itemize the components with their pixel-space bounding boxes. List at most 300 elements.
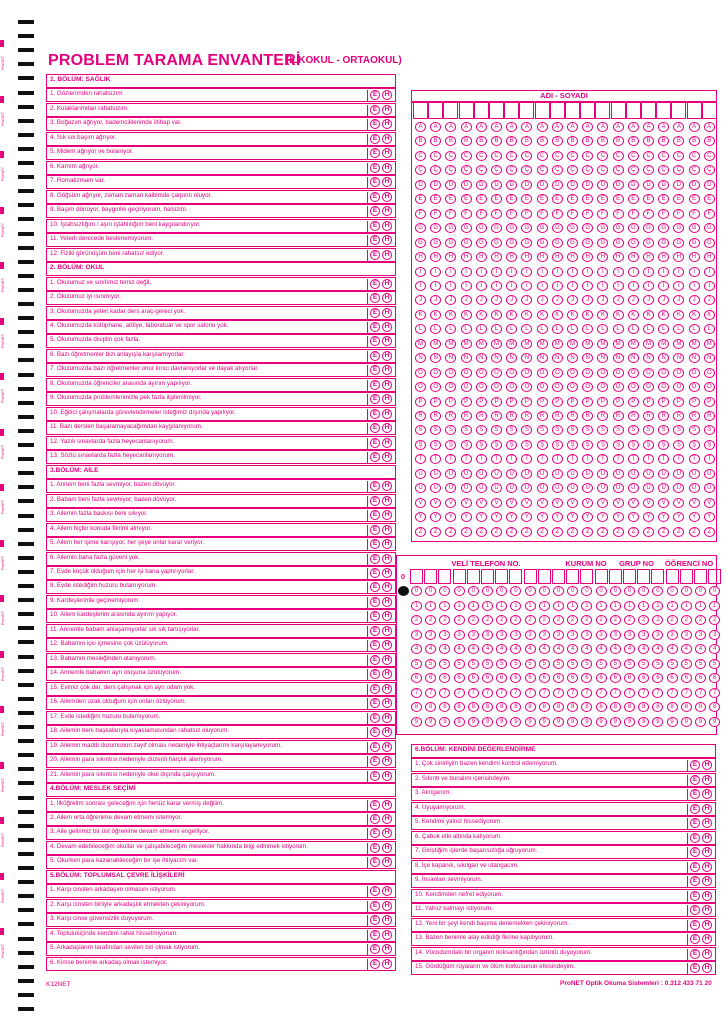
- name-bubble[interactable]: Ö: [597, 382, 608, 392]
- name-bubble[interactable]: J: [521, 295, 532, 305]
- answer-bubble-e[interactable]: E: [370, 438, 380, 448]
- name-bubble[interactable]: Ğ: [537, 238, 548, 248]
- name-bubble[interactable]: N: [461, 353, 472, 363]
- name-bubble[interactable]: L: [430, 324, 441, 334]
- number-bubble[interactable]: 8: [411, 702, 422, 712]
- number-bubble[interactable]: 8: [510, 702, 521, 712]
- number-bubble[interactable]: 5: [411, 659, 422, 669]
- name-bubble[interactable]: E: [613, 194, 624, 204]
- answer-bubble-h[interactable]: H: [382, 669, 392, 679]
- number-bubble[interactable]: 6: [553, 673, 564, 683]
- name-bubble[interactable]: L: [521, 324, 532, 334]
- number-bubble[interactable]: 3: [624, 630, 635, 640]
- name-bubble[interactable]: M: [613, 339, 624, 349]
- number-bubble[interactable]: 3: [581, 630, 592, 640]
- number-bubble[interactable]: 1: [525, 601, 536, 611]
- name-bubble[interactable]: G: [552, 223, 563, 233]
- name-bubble[interactable]: N: [673, 353, 684, 363]
- number-bubble[interactable]: 1: [468, 601, 479, 611]
- name-bubble[interactable]: J: [476, 295, 487, 305]
- name-bubble[interactable]: P: [643, 397, 654, 407]
- number-write-box[interactable]: [623, 569, 636, 584]
- name-bubble[interactable]: C: [552, 151, 563, 161]
- name-bubble[interactable]: B: [704, 136, 715, 146]
- name-bubble[interactable]: Y: [491, 512, 502, 522]
- number-bubble[interactable]: 3: [525, 630, 536, 640]
- answer-bubble-e[interactable]: E: [370, 279, 380, 289]
- answer-bubble-e[interactable]: E: [370, 163, 380, 173]
- name-bubble[interactable]: M: [582, 339, 593, 349]
- number-bubble[interactable]: 7: [454, 688, 465, 698]
- number-bubble[interactable]: 8: [425, 702, 436, 712]
- name-bubble[interactable]: U: [415, 469, 426, 479]
- answer-bubble-e[interactable]: E: [370, 308, 380, 318]
- name-bubble[interactable]: A: [643, 122, 654, 132]
- name-bubble[interactable]: V: [476, 498, 487, 508]
- number-bubble[interactable]: 6: [610, 673, 621, 683]
- name-bubble[interactable]: Z: [673, 527, 684, 537]
- number-bubble[interactable]: 2: [624, 615, 635, 625]
- name-bubble[interactable]: O: [643, 368, 654, 378]
- name-bubble[interactable]: D: [506, 180, 517, 190]
- number-bubble[interactable]: 6: [454, 673, 465, 683]
- name-bubble[interactable]: Ğ: [430, 238, 441, 248]
- name-bubble[interactable]: Ü: [491, 483, 502, 493]
- name-bubble[interactable]: E: [491, 194, 502, 204]
- answer-bubble-e[interactable]: E: [690, 847, 700, 857]
- name-bubble[interactable]: R: [628, 411, 639, 421]
- answer-bubble-h[interactable]: H: [382, 930, 392, 940]
- answer-bubble-h[interactable]: H: [702, 934, 712, 944]
- name-bubble[interactable]: U: [537, 469, 548, 479]
- name-bubble[interactable]: N: [628, 353, 639, 363]
- name-bubble[interactable]: L: [476, 324, 487, 334]
- answer-bubble-h[interactable]: H: [382, 626, 392, 636]
- name-bubble[interactable]: Ü: [537, 483, 548, 493]
- number-bubble[interactable]: 1: [596, 601, 607, 611]
- name-bubble[interactable]: P: [628, 397, 639, 407]
- number-bubble[interactable]: 8: [553, 702, 564, 712]
- name-bubble[interactable]: I: [461, 267, 472, 277]
- number-bubble[interactable]: 0: [454, 586, 465, 596]
- number-write-box[interactable]: [680, 569, 693, 584]
- number-bubble[interactable]: 3: [638, 630, 649, 640]
- name-bubble[interactable]: P: [613, 397, 624, 407]
- name-bubble[interactable]: G: [521, 223, 532, 233]
- number-bubble[interactable]: 1: [638, 601, 649, 611]
- number-bubble[interactable]: 5: [454, 659, 465, 669]
- answer-bubble-h[interactable]: H: [382, 771, 392, 781]
- number-bubble[interactable]: 1: [454, 601, 465, 611]
- name-bubble[interactable]: T: [476, 454, 487, 464]
- name-write-box[interactable]: [428, 102, 443, 119]
- name-bubble[interactable]: Ğ: [673, 238, 684, 248]
- answer-bubble-h[interactable]: H: [382, 380, 392, 390]
- name-bubble[interactable]: P: [658, 397, 669, 407]
- name-bubble[interactable]: Ş: [415, 440, 426, 450]
- name-bubble[interactable]: İ: [491, 281, 502, 291]
- name-bubble[interactable]: J: [643, 295, 654, 305]
- answer-bubble-e[interactable]: E: [370, 148, 380, 158]
- name-bubble[interactable]: K: [689, 310, 700, 320]
- name-bubble[interactable]: B: [673, 136, 684, 146]
- name-bubble[interactable]: A: [476, 122, 487, 132]
- name-bubble[interactable]: O: [658, 368, 669, 378]
- number-bubble[interactable]: 8: [596, 702, 607, 712]
- name-bubble[interactable]: E: [689, 194, 700, 204]
- number-bubble[interactable]: 0: [439, 586, 450, 596]
- number-bubble[interactable]: 0: [553, 586, 564, 596]
- name-bubble[interactable]: O: [582, 368, 593, 378]
- answer-bubble-h[interactable]: H: [382, 365, 392, 375]
- name-bubble[interactable]: Ş: [613, 440, 624, 450]
- name-bubble[interactable]: L: [537, 324, 548, 334]
- number-write-box[interactable]: [580, 569, 593, 584]
- name-bubble[interactable]: P: [567, 397, 578, 407]
- name-bubble[interactable]: İ: [537, 281, 548, 291]
- answer-bubble-h[interactable]: H: [382, 944, 392, 954]
- number-bubble[interactable]: 2: [496, 615, 507, 625]
- answer-bubble-e[interactable]: E: [370, 640, 380, 650]
- name-bubble[interactable]: I: [552, 267, 563, 277]
- number-bubble[interactable]: 5: [553, 659, 564, 669]
- number-bubble[interactable]: 8: [496, 702, 507, 712]
- name-bubble[interactable]: Ç: [491, 165, 502, 175]
- number-write-box[interactable]: [694, 569, 707, 584]
- name-bubble[interactable]: B: [582, 136, 593, 146]
- number-bubble[interactable]: 4: [610, 644, 621, 654]
- name-bubble[interactable]: M: [673, 339, 684, 349]
- number-bubble[interactable]: 8: [454, 702, 465, 712]
- name-bubble[interactable]: J: [461, 295, 472, 305]
- name-bubble[interactable]: O: [506, 368, 517, 378]
- number-write-box[interactable]: [524, 569, 537, 584]
- name-bubble[interactable]: N: [415, 353, 426, 363]
- name-bubble[interactable]: G: [461, 223, 472, 233]
- name-bubble[interactable]: F: [445, 209, 456, 219]
- answer-bubble-e[interactable]: E: [370, 250, 380, 260]
- number-bubble[interactable]: 6: [482, 673, 493, 683]
- name-bubble[interactable]: F: [643, 209, 654, 219]
- name-bubble[interactable]: S: [704, 425, 715, 435]
- answer-bubble-h[interactable]: H: [382, 496, 392, 506]
- answer-bubble-e[interactable]: E: [370, 742, 380, 752]
- name-bubble[interactable]: U: [461, 469, 472, 479]
- number-bubble[interactable]: 7: [411, 688, 422, 698]
- name-bubble[interactable]: Ö: [673, 382, 684, 392]
- name-bubble[interactable]: F: [461, 209, 472, 219]
- name-bubble[interactable]: E: [567, 194, 578, 204]
- name-bubble[interactable]: R: [506, 411, 517, 421]
- name-bubble[interactable]: P: [673, 397, 684, 407]
- name-bubble[interactable]: M: [491, 339, 502, 349]
- number-bubble[interactable]: 8: [468, 702, 479, 712]
- name-bubble[interactable]: Z: [506, 527, 517, 537]
- name-bubble[interactable]: M: [415, 339, 426, 349]
- name-bubble[interactable]: Ş: [552, 440, 563, 450]
- name-bubble[interactable]: Y: [628, 512, 639, 522]
- name-bubble[interactable]: U: [597, 469, 608, 479]
- name-bubble[interactable]: Ğ: [597, 238, 608, 248]
- number-bubble[interactable]: 3: [652, 630, 663, 640]
- number-bubble[interactable]: 7: [425, 688, 436, 698]
- name-bubble[interactable]: K: [552, 310, 563, 320]
- answer-bubble-e[interactable]: E: [370, 90, 380, 100]
- answer-bubble-h[interactable]: H: [382, 250, 392, 260]
- name-bubble[interactable]: J: [415, 295, 426, 305]
- answer-bubble-h[interactable]: H: [702, 862, 712, 872]
- answer-bubble-e[interactable]: E: [370, 336, 380, 346]
- name-bubble[interactable]: Z: [415, 527, 426, 537]
- name-bubble[interactable]: C: [491, 151, 502, 161]
- name-bubble[interactable]: I: [521, 267, 532, 277]
- name-bubble[interactable]: V: [658, 498, 669, 508]
- name-bubble[interactable]: O: [689, 368, 700, 378]
- name-bubble[interactable]: N: [689, 353, 700, 363]
- name-bubble[interactable]: V: [597, 498, 608, 508]
- name-bubble[interactable]: Ç: [461, 165, 472, 175]
- answer-bubble-h[interactable]: H: [382, 611, 392, 621]
- number-bubble[interactable]: 6: [411, 673, 422, 683]
- name-bubble[interactable]: I: [445, 267, 456, 277]
- name-bubble[interactable]: H: [597, 252, 608, 262]
- name-bubble[interactable]: Ö: [476, 382, 487, 392]
- number-bubble[interactable]: 3: [482, 630, 493, 640]
- answer-bubble-h[interactable]: H: [382, 640, 392, 650]
- name-bubble[interactable]: M: [461, 339, 472, 349]
- name-bubble[interactable]: Y: [430, 512, 441, 522]
- answer-bubble-h[interactable]: H: [382, 727, 392, 737]
- number-bubble[interactable]: 4: [695, 644, 706, 654]
- name-bubble[interactable]: K: [415, 310, 426, 320]
- name-bubble[interactable]: T: [597, 454, 608, 464]
- name-bubble[interactable]: D: [552, 180, 563, 190]
- answer-bubble-h[interactable]: H: [382, 235, 392, 245]
- number-bubble[interactable]: 2: [596, 615, 607, 625]
- number-bubble[interactable]: 9: [610, 717, 621, 727]
- name-bubble[interactable]: E: [415, 194, 426, 204]
- number-bubble[interactable]: 4: [482, 644, 493, 654]
- name-bubble[interactable]: U: [491, 469, 502, 479]
- name-bubble[interactable]: D: [430, 180, 441, 190]
- name-bubble[interactable]: E: [552, 194, 563, 204]
- name-bubble[interactable]: O: [537, 368, 548, 378]
- name-bubble[interactable]: S: [415, 425, 426, 435]
- name-bubble[interactable]: K: [537, 310, 548, 320]
- name-bubble[interactable]: O: [628, 368, 639, 378]
- answer-bubble-e[interactable]: E: [690, 876, 700, 886]
- name-bubble[interactable]: E: [643, 194, 654, 204]
- number-bubble[interactable]: 2: [652, 615, 663, 625]
- name-bubble[interactable]: Ö: [537, 382, 548, 392]
- name-bubble[interactable]: Ö: [567, 382, 578, 392]
- name-bubble[interactable]: L: [597, 324, 608, 334]
- answer-bubble-e[interactable]: E: [370, 525, 380, 535]
- number-bubble[interactable]: 7: [468, 688, 479, 698]
- answer-bubble-h[interactable]: H: [382, 148, 392, 158]
- name-bubble[interactable]: R: [521, 411, 532, 421]
- name-bubble[interactable]: B: [445, 136, 456, 146]
- name-bubble[interactable]: T: [537, 454, 548, 464]
- name-write-box[interactable]: [413, 102, 428, 119]
- name-bubble[interactable]: V: [567, 498, 578, 508]
- name-bubble[interactable]: V: [537, 498, 548, 508]
- name-bubble[interactable]: D: [628, 180, 639, 190]
- answer-bubble-h[interactable]: H: [702, 804, 712, 814]
- answer-bubble-e[interactable]: E: [690, 818, 700, 828]
- name-bubble[interactable]: Y: [476, 512, 487, 522]
- name-write-box[interactable]: [443, 102, 458, 119]
- name-bubble[interactable]: S: [567, 425, 578, 435]
- name-bubble[interactable]: Ü: [552, 483, 563, 493]
- number-bubble[interactable]: 8: [539, 702, 550, 712]
- name-bubble[interactable]: R: [673, 411, 684, 421]
- name-bubble[interactable]: T: [643, 454, 654, 464]
- name-bubble[interactable]: F: [537, 209, 548, 219]
- name-bubble[interactable]: V: [521, 498, 532, 508]
- answer-bubble-e[interactable]: E: [370, 481, 380, 491]
- name-bubble[interactable]: F: [430, 209, 441, 219]
- answer-bubble-e[interactable]: E: [690, 920, 700, 930]
- name-bubble[interactable]: F: [689, 209, 700, 219]
- name-bubble[interactable]: Y: [445, 512, 456, 522]
- answer-bubble-e[interactable]: E: [370, 365, 380, 375]
- number-bubble[interactable]: 4: [468, 644, 479, 654]
- name-bubble[interactable]: H: [643, 252, 654, 262]
- name-bubble[interactable]: A: [567, 122, 578, 132]
- name-bubble[interactable]: J: [673, 295, 684, 305]
- name-bubble[interactable]: U: [567, 469, 578, 479]
- name-bubble[interactable]: S: [537, 425, 548, 435]
- number-bubble[interactable]: 9: [425, 717, 436, 727]
- name-bubble[interactable]: İ: [476, 281, 487, 291]
- name-bubble[interactable]: K: [582, 310, 593, 320]
- name-bubble[interactable]: K: [461, 310, 472, 320]
- number-bubble[interactable]: 9: [539, 717, 550, 727]
- name-bubble[interactable]: G: [476, 223, 487, 233]
- number-bubble[interactable]: 6: [439, 673, 450, 683]
- answer-bubble-h[interactable]: H: [382, 901, 392, 911]
- name-bubble[interactable]: Ğ: [628, 238, 639, 248]
- name-bubble[interactable]: Ş: [537, 440, 548, 450]
- number-bubble[interactable]: 3: [709, 630, 720, 640]
- name-bubble[interactable]: B: [461, 136, 472, 146]
- name-bubble[interactable]: P: [689, 397, 700, 407]
- number-write-box[interactable]: [481, 569, 494, 584]
- name-bubble[interactable]: B: [597, 136, 608, 146]
- name-bubble[interactable]: İ: [582, 281, 593, 291]
- name-bubble[interactable]: G: [628, 223, 639, 233]
- name-bubble[interactable]: Ü: [461, 483, 472, 493]
- name-bubble[interactable]: S: [552, 425, 563, 435]
- name-bubble[interactable]: D: [597, 180, 608, 190]
- answer-bubble-e[interactable]: E: [370, 554, 380, 564]
- name-bubble[interactable]: D: [537, 180, 548, 190]
- name-bubble[interactable]: S: [658, 425, 669, 435]
- number-bubble[interactable]: 4: [581, 644, 592, 654]
- name-write-box[interactable]: [550, 102, 565, 119]
- name-bubble[interactable]: Ş: [430, 440, 441, 450]
- number-bubble[interactable]: 6: [681, 673, 692, 683]
- name-bubble[interactable]: İ: [689, 281, 700, 291]
- answer-bubble-e[interactable]: E: [370, 105, 380, 115]
- number-bubble[interactable]: 5: [482, 659, 493, 669]
- name-bubble[interactable]: K: [628, 310, 639, 320]
- name-bubble[interactable]: S: [582, 425, 593, 435]
- name-write-box[interactable]: [519, 102, 534, 119]
- answer-bubble-e[interactable]: E: [370, 901, 380, 911]
- number-bubble[interactable]: 0: [539, 586, 550, 596]
- name-bubble[interactable]: Ö: [643, 382, 654, 392]
- name-bubble[interactable]: Ö: [613, 382, 624, 392]
- name-bubble[interactable]: N: [567, 353, 578, 363]
- name-bubble[interactable]: J: [506, 295, 517, 305]
- name-bubble[interactable]: V: [613, 498, 624, 508]
- name-bubble[interactable]: Ğ: [613, 238, 624, 248]
- name-bubble[interactable]: K: [445, 310, 456, 320]
- number-bubble[interactable]: 7: [482, 688, 493, 698]
- name-bubble[interactable]: Ü: [445, 483, 456, 493]
- name-bubble[interactable]: İ: [430, 281, 441, 291]
- name-bubble[interactable]: O: [613, 368, 624, 378]
- name-bubble[interactable]: Ü: [689, 483, 700, 493]
- name-bubble[interactable]: L: [491, 324, 502, 334]
- number-bubble[interactable]: 4: [539, 644, 550, 654]
- number-bubble[interactable]: 5: [496, 659, 507, 669]
- name-bubble[interactable]: D: [491, 180, 502, 190]
- name-bubble[interactable]: K: [673, 310, 684, 320]
- name-bubble[interactable]: V: [461, 498, 472, 508]
- name-bubble[interactable]: B: [552, 136, 563, 146]
- answer-bubble-h[interactable]: H: [382, 800, 392, 810]
- answer-bubble-h[interactable]: H: [382, 206, 392, 216]
- name-bubble[interactable]: Y: [552, 512, 563, 522]
- number-bubble[interactable]: 3: [681, 630, 692, 640]
- name-bubble[interactable]: Ğ: [415, 238, 426, 248]
- name-bubble[interactable]: Z: [658, 527, 669, 537]
- name-bubble[interactable]: N: [582, 353, 593, 363]
- name-bubble[interactable]: U: [613, 469, 624, 479]
- name-bubble[interactable]: T: [613, 454, 624, 464]
- number-bubble[interactable]: 8: [709, 702, 720, 712]
- name-bubble[interactable]: F: [521, 209, 532, 219]
- name-bubble[interactable]: M: [689, 339, 700, 349]
- number-bubble[interactable]: 6: [468, 673, 479, 683]
- name-bubble[interactable]: Ş: [658, 440, 669, 450]
- name-bubble[interactable]: Ş: [506, 440, 517, 450]
- name-bubble[interactable]: O: [445, 368, 456, 378]
- name-bubble[interactable]: İ: [673, 281, 684, 291]
- name-bubble[interactable]: E: [445, 194, 456, 204]
- answer-bubble-h[interactable]: H: [702, 905, 712, 915]
- name-bubble[interactable]: U: [445, 469, 456, 479]
- answer-bubble-e[interactable]: E: [370, 192, 380, 202]
- name-bubble[interactable]: Ç: [643, 165, 654, 175]
- name-bubble[interactable]: H: [415, 252, 426, 262]
- name-bubble[interactable]: J: [658, 295, 669, 305]
- answer-bubble-h[interactable]: H: [382, 568, 392, 578]
- name-bubble[interactable]: Ü: [582, 483, 593, 493]
- name-bubble[interactable]: Ç: [521, 165, 532, 175]
- answer-bubble-h[interactable]: H: [382, 756, 392, 766]
- number-bubble[interactable]: 2: [425, 615, 436, 625]
- name-bubble[interactable]: K: [597, 310, 608, 320]
- name-bubble[interactable]: J: [689, 295, 700, 305]
- name-bubble[interactable]: G: [567, 223, 578, 233]
- name-bubble[interactable]: İ: [461, 281, 472, 291]
- number-bubble[interactable]: 4: [652, 644, 663, 654]
- name-bubble[interactable]: Z: [643, 527, 654, 537]
